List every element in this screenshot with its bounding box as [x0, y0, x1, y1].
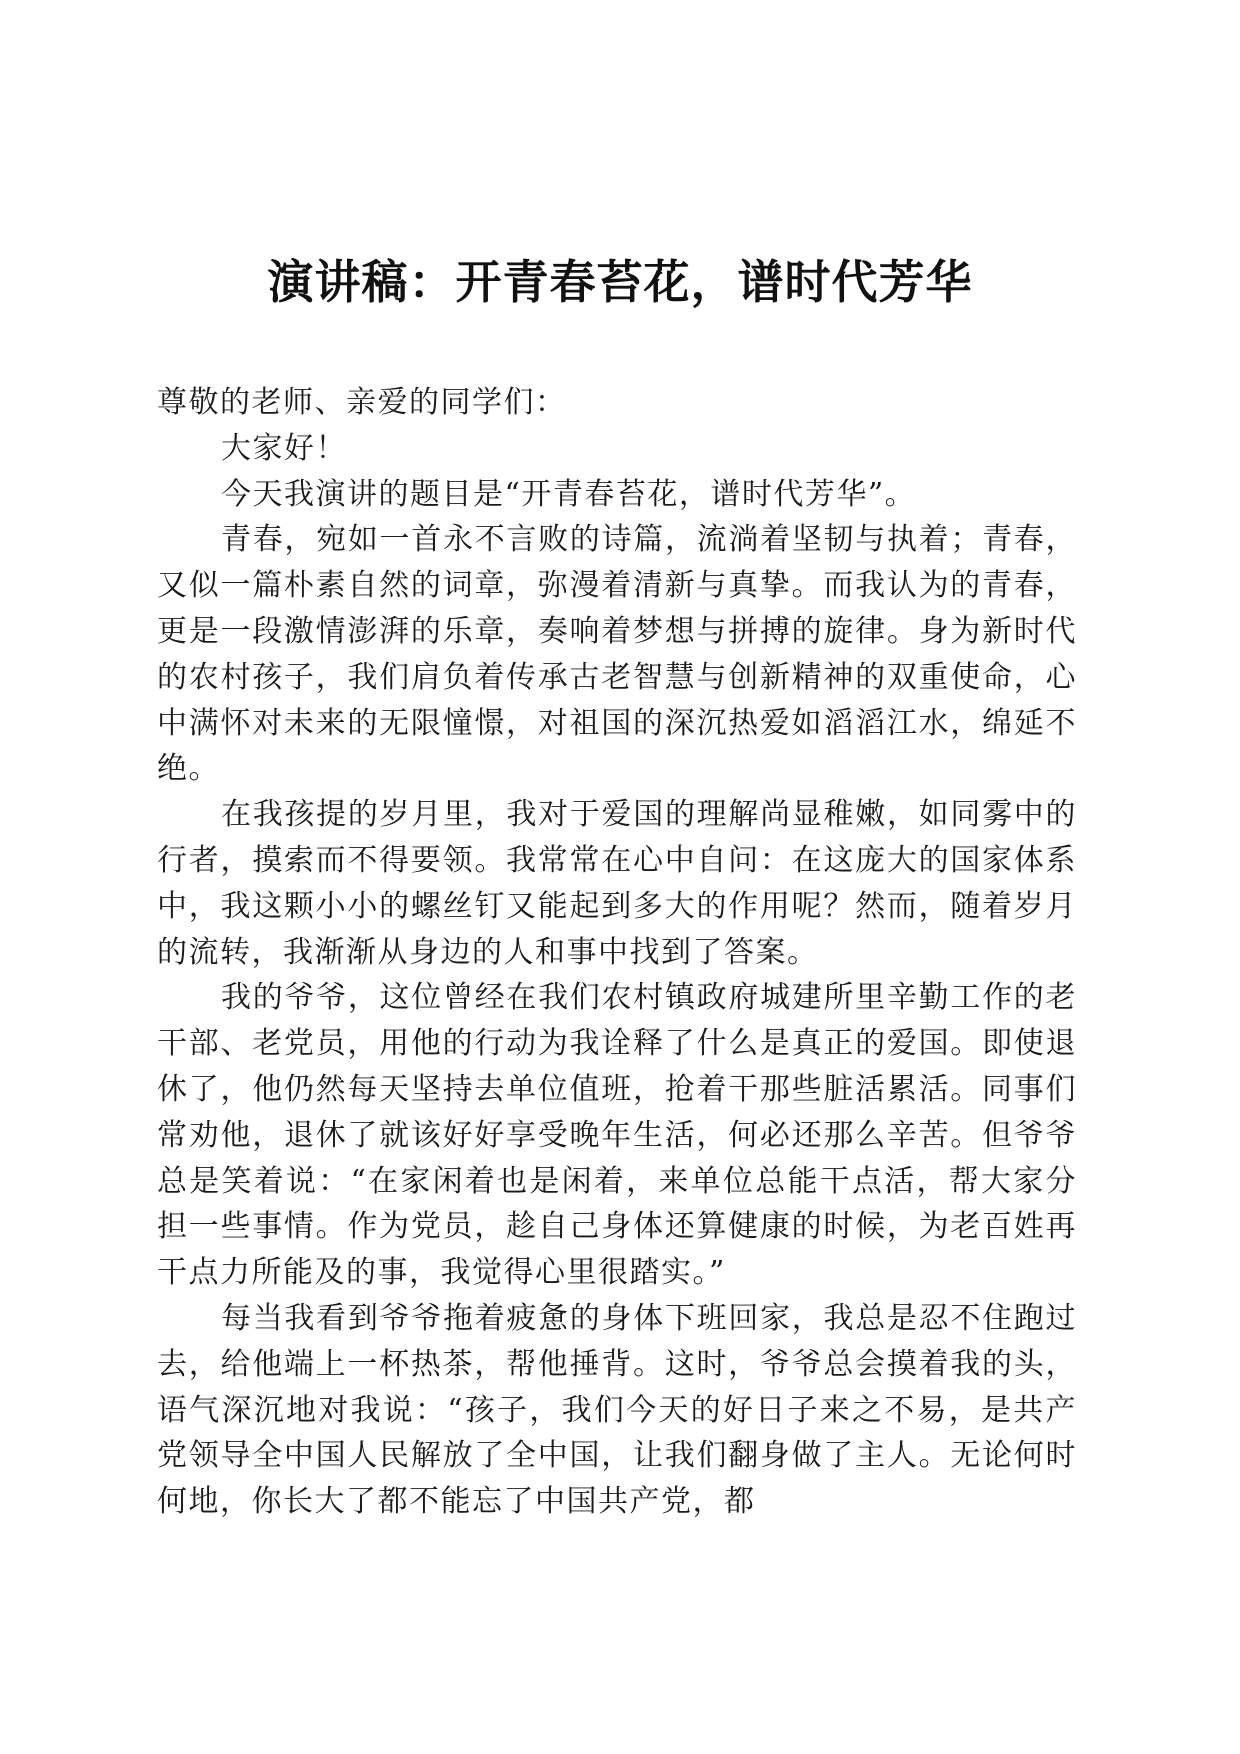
paragraph-grandfather: 我的爷爷，这位曾经在我们农村镇政府城建所里辛勤工作的老干部、老党员，用他的行动为我诠释了什么是真正的爱国。即使退休了，他仍然每天坚持去单位值班，抢着干那些脏活累活。同事们常劝他，退休了就该好好享受晚年生活，何必还那么辛苦。但爷爷总是笑着说：“在家闲着也是闲着，来单位总能干点活，帮大家分担一些事情。作为党员，趁自己身体还算健康的时候，为老百姓再干点力所能及的事，我觉得心里很踏实。” [157, 980, 1077, 1291]
paragraph-topic: 今天我演讲的题目是“开青春苔花，谱时代芳华”。 [221, 476, 917, 512]
paragraph-youth: 青春，宛如一首永不言败的诗篇，流淌着坚韧与执着；青春，又似一篇朴素自然的词章，弥漫着清新与真挚。而我认为的青春，更是一段激情澎湃的乐章，奏响着梦想与拼搏的旋律。身为新时代的农村孩子，我们肩负着传承古老智慧与创新精神的双重使命，心中满怀对未来的无限憧憬，对祖国的深沉热爱如滔滔江水，绵延不绝。 [157, 522, 1077, 787]
paragraph-greeting: 大家好！ [221, 430, 347, 466]
salutation: 尊敬的老师、亲爱的同学们： [157, 385, 567, 420]
paragraph-childhood: 在我孩提的岁月里，我对于爱国的理解尚显稚嫩，如同雾中的行者，摸索而不得要领。我常常在心中自问：在这庞大的国家体系中，我这颗小小的螺丝钉又能起到多大的作用呢？然而，随着岁月的流转，我渐渐从身边的人和事中找到了答案。 [157, 797, 1077, 970]
paragraph-after-work: 每当我看到爷爷拖着疲惫的身体下班回家，我总是忍不住跑过去，给他端上一杯热茶，帮他捶背。这时，爷爷总会摸着我的头，语气深沉地对我说：“孩子，我们今天的好日子来之不易，是共产党领导全中国人民解放了全中国，让我们翻身做了主人。无论何时何地，你长大了都不能忘了中国共产党，都 [157, 1300, 1077, 1520]
document-body [157, 380, 1077, 1525]
document-title: 演讲稿：开青春苔花，谱时代芳华 [267, 255, 973, 309]
